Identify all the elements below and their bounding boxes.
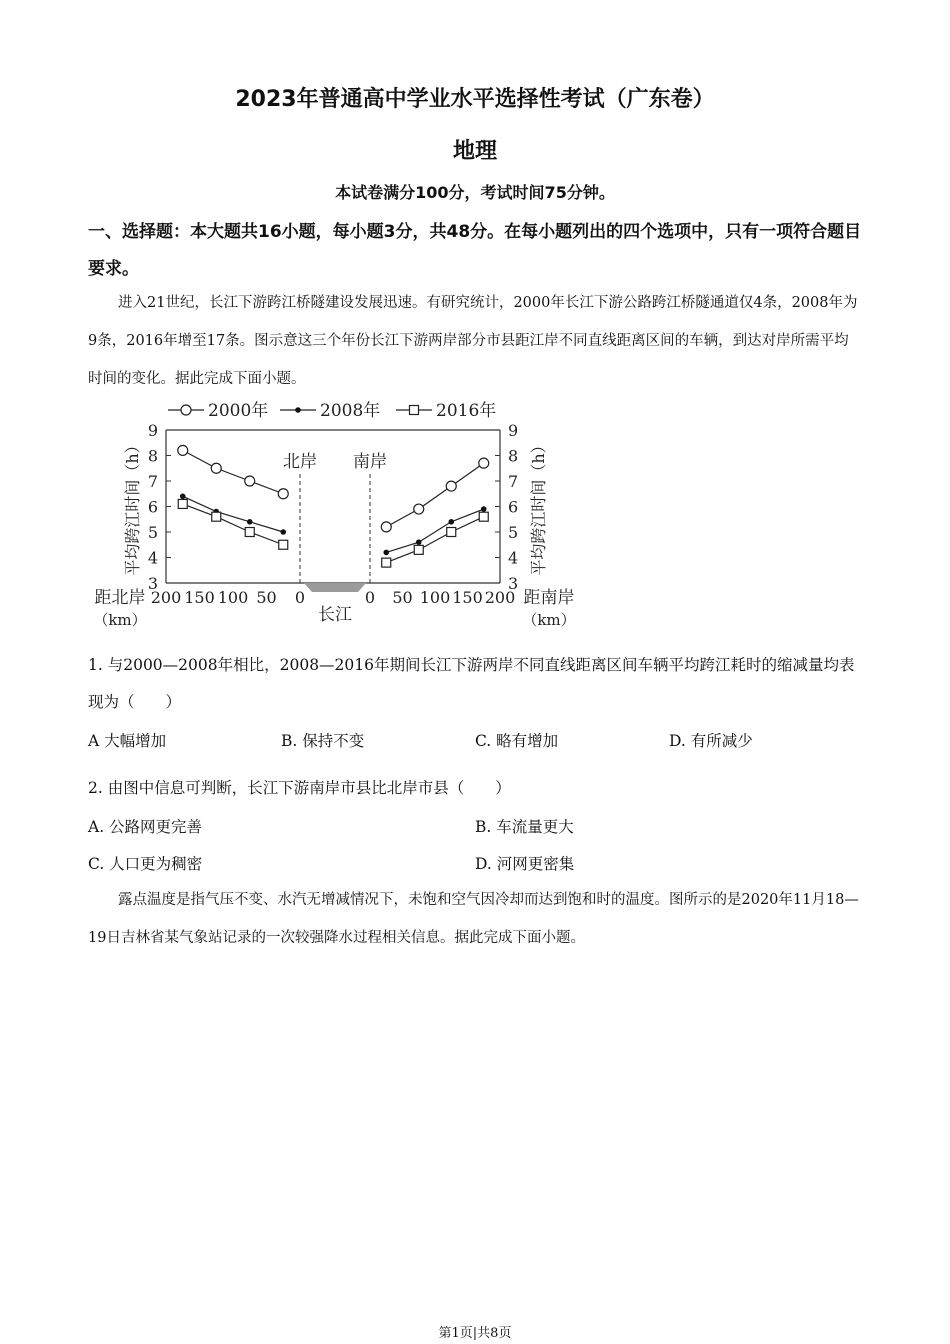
north-series-line-0 <box>183 450 284 493</box>
y-tick-label-right: 6 <box>508 497 519 517</box>
y-tick-label-left: 3 <box>147 574 158 593</box>
north-point-1 <box>280 529 286 535</box>
south-axis-unit: （km） <box>522 611 576 629</box>
south-x-tick-label: 200 <box>484 588 516 607</box>
north-axis-unit: （km） <box>93 611 147 629</box>
south-series-line-0 <box>386 463 484 527</box>
north-x-tick-label: 200 <box>150 588 182 607</box>
river-shape <box>304 583 366 592</box>
south-point-2 <box>382 558 391 567</box>
north-x-tick-label: 100 <box>217 588 249 607</box>
q2-option-c[interactable]: C. 人口更为稠密 <box>88 855 203 873</box>
q2-option-b[interactable]: B. 车流量更大 <box>475 818 574 836</box>
south-point-2 <box>414 545 423 554</box>
passage-1: 进入21世纪，长江下游跨江桥隧建设发展迅速。有研究统计，2000年长江下游公路跨江桥隧通道仅4条，2008年为9条，2016年增至17条。图示意这三个年份长江下游两岸部分市县距江岸不同直线距离区间的车辆，到达对岸所需平均时间的变化。据此完成下面小题。 <box>88 295 858 387</box>
south-point-0 <box>381 522 391 532</box>
north-point-0 <box>245 476 255 486</box>
passage-2: 露点温度是指气压不变、水汽无增减情况下，未饱和空气因冷却而达到饱和时的温度。图所示的是2020年11月18—19日吉林省某气象站记录的一次较强降水过程相关信息。据此完成下面小题。 <box>88 892 859 946</box>
south-point-1 <box>416 539 422 545</box>
y-tick-label-right: 8 <box>508 446 519 466</box>
section-heading: 一、选择题：本大题共16小题，每小题3分，共48分。在每小题列出的四个选项中，只有一项符合题目要求。 <box>88 222 862 279</box>
legend-label: 2016年 <box>436 401 497 421</box>
south-point-1 <box>383 550 389 556</box>
south-x-tick-label: 150 <box>452 588 483 607</box>
south-x-tick-label: 0 <box>364 588 376 607</box>
legend-marker <box>181 405 191 415</box>
north-series-line-2 <box>183 504 284 545</box>
legend-label: 2008年 <box>320 401 381 421</box>
q1-option-c[interactable]: C. 略有增加 <box>475 732 559 750</box>
y-tick-label-left: 7 <box>147 472 158 491</box>
north-point-0 <box>178 445 188 455</box>
south-point-0 <box>414 504 424 514</box>
north-point-1 <box>180 494 186 500</box>
north-point-2 <box>212 512 221 521</box>
page-footer: 第1页|共8页 <box>438 1326 512 1341</box>
south-bank-label: 南岸 <box>353 452 387 472</box>
q1-option-d[interactable]: D. 有所减少 <box>669 732 753 750</box>
north-x-tick-label: 50 <box>256 588 277 607</box>
legend-label: 2000年 <box>208 401 269 421</box>
exam-note: 本试卷满分100分，考试时间75分钟。 <box>335 183 615 202</box>
south-point-2 <box>447 528 456 537</box>
north-x-tick-label: 0 <box>294 588 306 607</box>
north-series-line-1 <box>183 496 284 532</box>
y-tick-label-right: 9 <box>508 421 519 440</box>
south-point-0 <box>446 481 456 491</box>
north-point-2 <box>279 540 288 549</box>
south-point-1 <box>481 506 487 512</box>
q2-option-d[interactable]: D. 河网更密集 <box>475 855 575 873</box>
north-axis-label: 距北岸 <box>94 588 146 608</box>
y-tick-label-right: 4 <box>508 548 519 568</box>
south-point-1 <box>448 519 454 525</box>
south-series-line-2 <box>386 517 484 563</box>
y-tick-label-right: 7 <box>508 472 519 491</box>
q2-option-a[interactable]: A. 公路网更完善 <box>88 818 203 836</box>
y-tick-label-right: 3 <box>508 574 519 593</box>
y-tick-label-left: 8 <box>147 446 158 466</box>
y-tick-label-right: 5 <box>508 523 519 542</box>
y-tick-label-left: 9 <box>147 421 158 440</box>
south-x-tick-label: 100 <box>419 588 451 607</box>
south-series-line-1 <box>386 509 484 552</box>
legend-marker <box>295 407 301 413</box>
north-point-1 <box>247 519 253 525</box>
north-point-0 <box>278 489 288 499</box>
legend-marker <box>410 406 419 415</box>
chart-legend <box>168 400 496 421</box>
y-axis-label-left: 平均跨江时间（h） <box>123 437 142 576</box>
south-x-tick-label: 50 <box>392 588 413 607</box>
south-point-2 <box>479 512 488 521</box>
north-point-2 <box>245 528 254 537</box>
exam-title: 2023年普通高中学业水平选择性考试（广东卷） <box>235 87 715 112</box>
question-2-stem: 2. 由图中信息可判断，长江下游南岸市县比北岸市县（ ） <box>88 779 511 797</box>
south-point-0 <box>479 458 489 468</box>
north-x-tick-label: 150 <box>184 588 215 607</box>
river-label: 长江 <box>318 605 352 625</box>
y-axis-label-right: 平均跨江时间（h） <box>529 437 548 576</box>
north-bank-label: 北岸 <box>283 452 317 472</box>
q1-option-a[interactable]: A 大幅增加 <box>88 732 167 750</box>
subject-title: 地理 <box>452 139 497 164</box>
y-tick-label-left: 4 <box>147 548 158 568</box>
crossing-time-chart <box>84 398 604 638</box>
q1-option-b[interactable]: B. 保持不变 <box>281 732 365 750</box>
north-point-0 <box>211 463 221 473</box>
y-tick-label-left: 5 <box>147 523 158 542</box>
south-axis-label: 距南岸 <box>523 588 575 608</box>
north-point-2 <box>178 499 187 508</box>
y-tick-label-left: 6 <box>147 497 158 517</box>
question-1-stem: 1. 与2000—2008年相比，2008—2016年期间长江下游两岸不同直线距离区间车辆平均跨江耗时的缩减量均表现为（ ） <box>88 656 855 711</box>
